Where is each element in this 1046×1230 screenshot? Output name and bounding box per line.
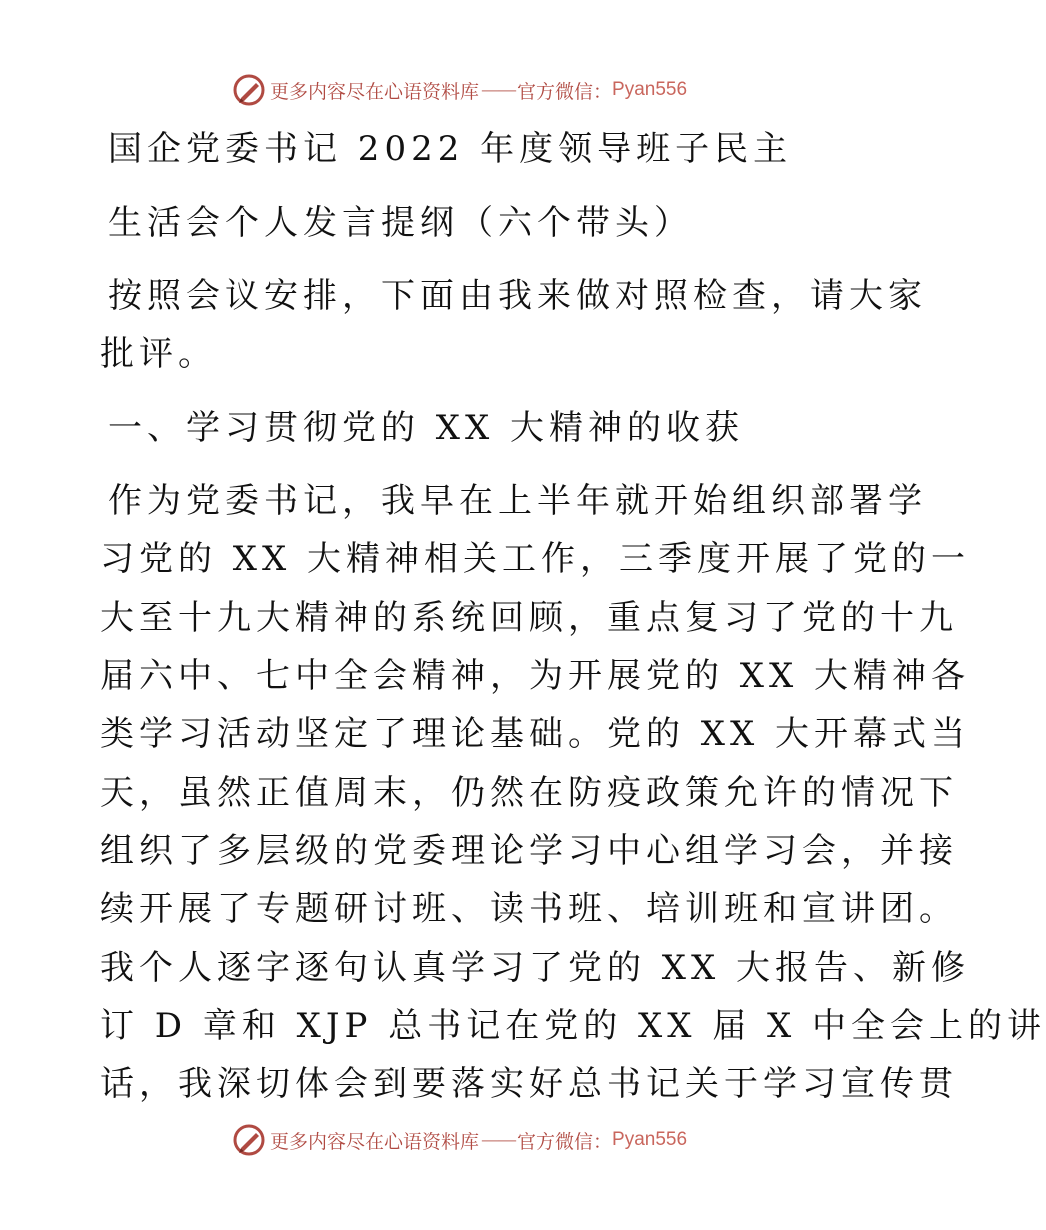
watermark-id: Pyan556 xyxy=(612,1129,688,1150)
body-line-4: 届六中、七中全会精神，为开展党的 XX 大精神各 xyxy=(100,656,971,696)
body-line-3: 大至十九大精神的系统回顾，重点复习了党的十九 xyxy=(100,598,958,638)
pen-seal-icon xyxy=(232,73,266,107)
section-heading: 一、学习贯彻党的 XX 大精神的收获 xyxy=(108,408,745,448)
watermark-id: Pyan556 xyxy=(612,79,688,100)
body-line-2: 习党的 XX 大精神相关工作，三季度开展了党的一 xyxy=(100,539,971,579)
body-line-9: 我个人逐字逐句认真学习了党的 XX 大报告、新修 xyxy=(100,948,971,988)
body-line-11: 话，我深切体会到要落实好总书记关于学习宣传贯 xyxy=(100,1064,958,1104)
body-line-1: 作为党委书记，我早在上半年就开始组织部署学 xyxy=(108,481,927,521)
body-line-10: 订 D 章和 XJP 总书记在党的 XX 届 X 中全会上的讲 xyxy=(100,1006,1046,1046)
watermark-separator: —— xyxy=(481,79,516,101)
body-line-8: 续开展了专题研讨班、读书班、培训班和宣讲团。 xyxy=(100,889,958,929)
title-line-1: 国企党委书记 2022 年度领导班子民主 xyxy=(108,129,793,169)
watermark-header xyxy=(232,72,687,108)
intro-line-1: 按照会议安排，下面由我来做对照检查，请大家 xyxy=(108,276,927,316)
title-line-2: 生活会个人发言提纲（六个带头） xyxy=(108,203,693,243)
body-line-7: 组织了多层级的党委理论学习中心组学习会，并接 xyxy=(100,831,958,871)
watermark-footer xyxy=(232,1122,687,1158)
watermark-separator: —— xyxy=(481,1129,516,1151)
watermark-contact: 官方微信： xyxy=(517,1130,613,1153)
intro-line-2: 批评。 xyxy=(100,334,217,374)
watermark-contact: 官方微信： xyxy=(517,80,613,103)
watermark-text: 更多内容尽在心语资料库 xyxy=(270,1130,480,1153)
body-line-5: 类学习活动坚定了理论基础。党的 XX 大开幕式当 xyxy=(100,714,971,754)
body-line-6: 天，虽然正值周末，仍然在防疫政策允许的情况下 xyxy=(100,773,958,813)
pen-seal-icon xyxy=(232,1123,266,1157)
watermark-text: 更多内容尽在心语资料库 xyxy=(270,80,480,103)
